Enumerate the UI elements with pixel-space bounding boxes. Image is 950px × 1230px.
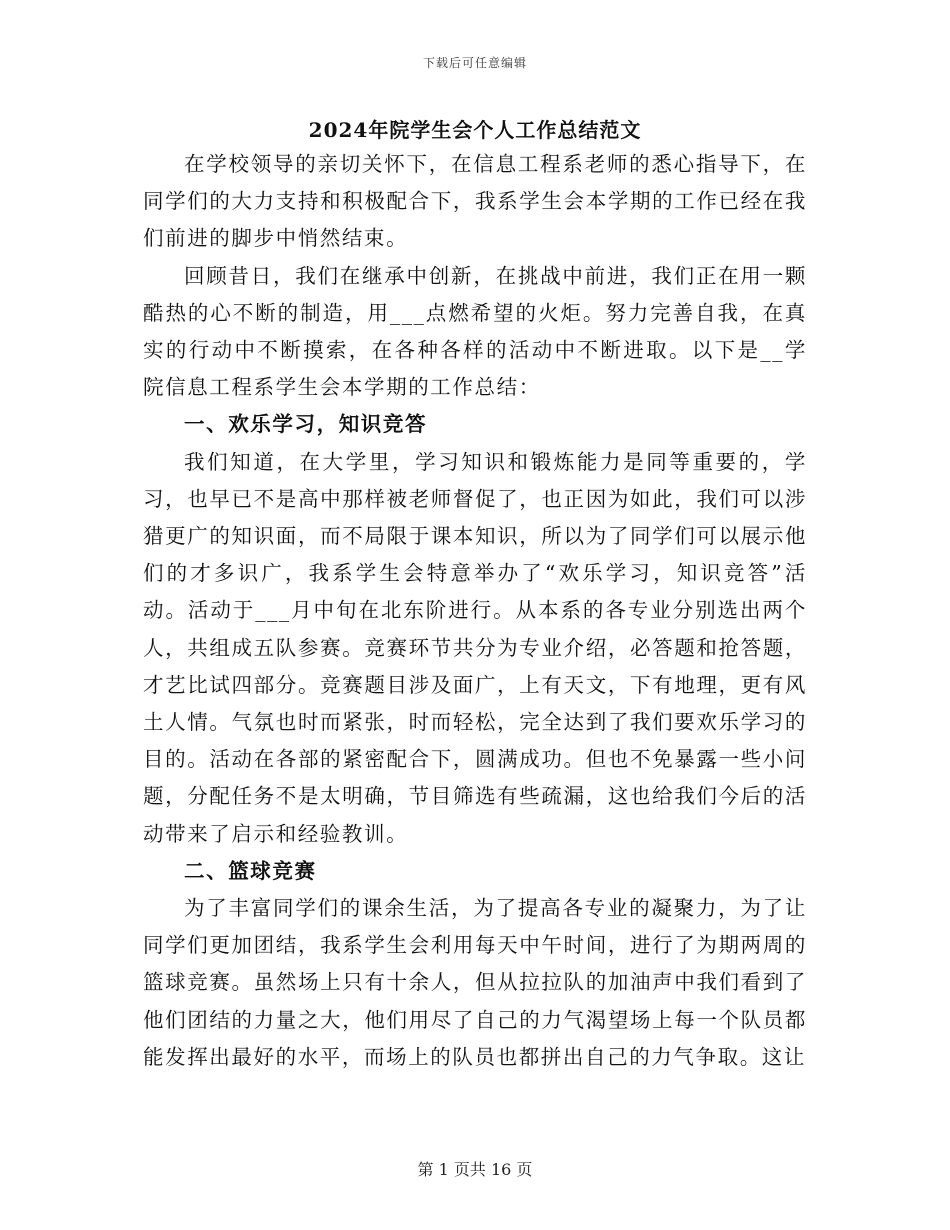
document-title: 2024年院学生会个人工作总结范文 xyxy=(308,118,642,142)
page-number: 第 1 页共 16 页 xyxy=(417,1160,533,1179)
paragraph-review: 回顾昔日，我们在继承中创新，在挑战中前进，我们正在用一颗酷热的心不断的制造，用___点燃希望的火炬。努力完善自我，在真实的行动中不断摸索，在各种各样的活动中不断进取。以下是__学院信息工程系学生会本学期的工作总结： xyxy=(143,263,807,400)
paragraph-basketball: 为了丰富同学们的课余生活，为了提高各专业的凝聚力，为了让同学们更加团结，我系学生会利用每天中午时间，进行了为期两周的篮球竞赛。虽然场上只有十余人，但从拉拉队的加油声中我们看到了他们团结的力量之大，他们用尽了自己的力气渴望场上每一个队员都能发挥出最好的水平，而场上的队员也都拼出自己的力气争取。这让 xyxy=(143,896,807,1069)
document-body xyxy=(143,146,807,1076)
header-note: 下载后可任意编辑 xyxy=(422,56,527,70)
paragraph-quiz: 我们知道，在大学里，学习知识和锻炼能力是同等重要的，学习，也早已不是高中那样被老师督促了，也正因为如此，我们可以涉猎更广的知识面，而不局限于课本知识，所以为了同学们可以展示他们的才多识广，我系学生会特意举办了“欢乐学习，知识竞答”活动。活动于___月中旬在北东阶进行。从本系的各专业分别选出两个人，共组成五队参赛。竞赛环节共分为专业介绍，必答题和抢答题，才艺比试四部分。竞赛题目涉及面广，上有天文，下有地理，更有风土人情。气氛也时而紧张，时而轻松，完全达到了我们要欢乐学习的目的。活动在各部的紧密配合下，圆满成功。但也不免暴露一些小问题，分配任务不是太明确，节目筛选有些疏漏，这也给我们今后的活动带来了启示和经验教训。 xyxy=(143,449,807,846)
section-heading-quiz: 一、欢乐学习，知识竞答 xyxy=(184,412,428,437)
paragraph-intro: 在学校领导的亲切关怀下，在信息工程系老师的悉心指导下，在同学们的大力支持和积极配合下，我系学生会本学期的工作已经在我们前进的脚步中悄然结束。 xyxy=(143,152,807,251)
section-heading-basketball: 二、篮球竞赛 xyxy=(184,858,317,883)
